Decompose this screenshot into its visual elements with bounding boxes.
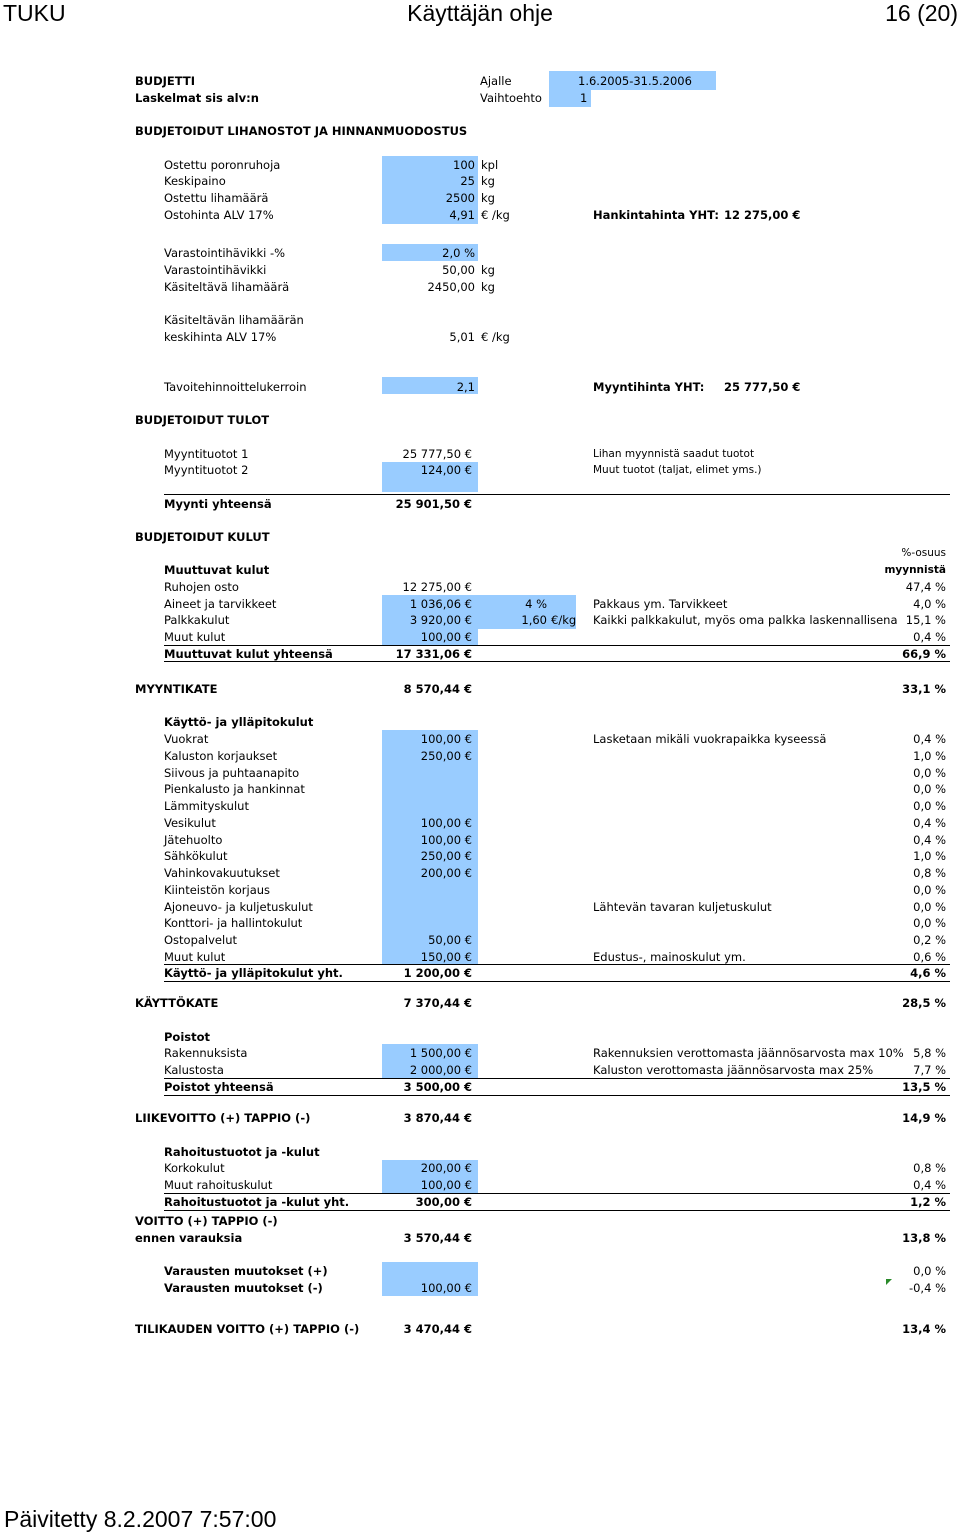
variable-total-label: Muuttuvat kulut yhteensä: [164, 647, 333, 661]
operating-cost-value[interactable]: 100,00 €: [420, 732, 472, 746]
period-label: Ajalle: [480, 74, 512, 88]
acquisition-total-value: 12 275,00 €: [724, 208, 801, 222]
income-total-rule: [164, 494, 950, 495]
operating-cost-pct: 0,4 %: [913, 832, 946, 847]
pre-reserve-pct: 13,8 %: [902, 1231, 946, 1245]
operating-cost-pct: 0,0 %: [913, 799, 946, 813]
operating-cost-label: Vuokrat: [164, 732, 209, 746]
operating-cost-pct: 0,0 %: [913, 782, 946, 797]
pre-reserve-label-2: ennen varauksia: [135, 1231, 243, 1245]
variable-cost-note: Kaikki palkkakulut, myös oma palkka laskennallisena: [593, 613, 898, 627]
variable-cost-value: 12 275,00 €: [402, 580, 472, 594]
operating-cost-label: Lämmityskulut: [164, 799, 249, 813]
operating-cost-pct: 0,0 %: [913, 916, 946, 931]
depreciation-label: Kalustosta: [164, 1063, 224, 1077]
reserve-pct: 0,0 %: [913, 1264, 946, 1278]
financing-title: Rahoitustuotot ja -kulut: [164, 1145, 320, 1159]
financing-pct: 0,8 %: [913, 1161, 946, 1175]
operating-cost-label: Vahinkovakuutukset: [164, 866, 280, 880]
purchase-unit: € /kg: [481, 208, 510, 222]
operating-cost-value[interactable]: 250,00 €: [420, 849, 472, 864]
operating-cost-label: Pienkalusto ja hankinnat: [164, 782, 305, 797]
income-title: BUDJETOIDUT TULOT: [135, 413, 270, 427]
purchase-value[interactable]: 100: [453, 158, 475, 172]
margin-value: 8 570,44 €: [403, 682, 472, 696]
operating-cost-pct: 0,2 %: [913, 933, 946, 947]
net-result-label: TILIKAUDEN VOITTO (+) TAPPIO (-): [135, 1322, 360, 1336]
operating-cost-pct: 0,0 %: [913, 899, 946, 914]
depreciation-value[interactable]: 2 000,00 €: [409, 1063, 472, 1077]
variable-cost-extra[interactable]: 4 %: [525, 597, 547, 611]
depreciation-pct: 5,8 %: [913, 1046, 946, 1060]
purchase-value[interactable]: 2500: [445, 191, 475, 205]
avg-price-value: 5,01: [449, 330, 475, 344]
financing-total-label: Rahoitustuotot ja -kulut yht.: [164, 1195, 350, 1209]
acquisition-total-label: Hankintahinta YHT:: [593, 208, 719, 222]
storage-unit: kg: [481, 263, 495, 277]
depreciation-title: Poistot: [164, 1030, 211, 1044]
depreciation-total-underline: [164, 1095, 950, 1096]
operating-cost-label: Jätehuolto: [164, 832, 223, 847]
operating-cost-label: Ostopalvelut: [164, 933, 238, 947]
financing-value[interactable]: 200,00 €: [420, 1161, 472, 1175]
variable-cost-note: Pakkaus ym. Tarvikkeet: [593, 597, 728, 611]
variable-costs-title: Muuttuvat kulut: [164, 563, 270, 577]
operating-cost-value[interactable]: 200,00 €: [420, 866, 472, 880]
variable-cost-label: Muut kulut: [164, 630, 226, 644]
operating-cost-label: Muut kulut: [164, 949, 226, 964]
operating-cost-note: Lähtevän tavaran kuljetuskulut: [593, 899, 772, 914]
financing-total-underline: [164, 1210, 950, 1211]
option-value[interactable]: 1: [580, 91, 588, 105]
pct-header-2: myynnistä: [884, 564, 946, 576]
variable-total-pct: 66,9 %: [902, 647, 946, 661]
operating-cost-label: Vesikulut: [164, 815, 216, 830]
option-label: Vaihtoehto: [480, 91, 542, 105]
variable-total-underline: [164, 661, 950, 662]
variable-cost-label: Palkkakulut: [164, 613, 230, 627]
operating-cost-pct: 1,0 %: [913, 748, 946, 763]
purchase-label: Ostettu lihamäärä: [164, 191, 269, 205]
variable-cost-pct: 0,4 %: [913, 630, 946, 644]
reserve-value[interactable]: 100,00 €: [420, 1281, 472, 1295]
net-result-value: 3 470,44 €: [403, 1322, 472, 1336]
reserve-label: Varausten muutokset (-): [164, 1281, 323, 1295]
sales-price-value: 25 777,50 €: [724, 380, 801, 394]
operating-cost-value[interactable]: 250,00 €: [420, 748, 472, 763]
purchases-title: BUDJETOIDUT LIHANOSTOT JA HINNANMUODOSTUS: [135, 124, 468, 138]
operating-cost-pct: 0,4 %: [913, 815, 946, 830]
footer-updated: Päivitetty 8.2.2007 7:57:00: [4, 1506, 277, 1532]
depreciation-label: Rakennuksista: [164, 1046, 248, 1060]
operating-cost-label: Konttori- ja hallintokulut: [164, 916, 303, 931]
storage-value[interactable]: 2,0 %: [442, 246, 475, 260]
financing-total-value: 300,00 €: [415, 1195, 472, 1209]
depreciation-note: Rakennuksien verottomasta jäännösarvosta max 10%: [593, 1046, 904, 1060]
variable-cost-label: Ruhojen osto: [164, 580, 239, 594]
variable-total-value: 17 331,06 €: [395, 647, 472, 661]
purchase-unit: kg: [481, 191, 495, 205]
depreciation-total-pct: 13,5 %: [902, 1080, 946, 1094]
variable-cost-value[interactable]: 100,00 €: [420, 630, 472, 644]
variable-cost-pct: 15,1 %: [905, 613, 946, 627]
period-value[interactable]: 1.6.2005-31.5.2006: [578, 74, 692, 88]
income-total-label: Myynti yhteensä: [164, 497, 272, 511]
depreciation-pct: 7,7 %: [913, 1063, 946, 1077]
financing-total-pct: 1,2 %: [910, 1195, 946, 1209]
variable-cost-label: Aineet ja tarvikkeet: [164, 597, 277, 611]
storage-unit: kg: [481, 280, 495, 294]
operating-cost-label: Siivous ja puhtaanapito: [164, 765, 300, 780]
operating-cost-value[interactable]: 100,00 €: [420, 815, 472, 830]
operating-total-underline: [164, 981, 950, 982]
operating-profit-pct: 14,9 %: [902, 1111, 946, 1125]
operating-cost-note: Edustus-, mainoskulut ym.: [593, 949, 746, 964]
variable-cost-pct: 47,4 %: [905, 580, 946, 594]
operating-total-label: Käyttö- ja ylläpitokulut yht.: [164, 966, 343, 980]
purchase-unit: kpl: [481, 158, 499, 172]
storage-label: Varastointihävikki: [164, 263, 267, 277]
variable-cost-pct: 4,0 %: [913, 597, 946, 611]
depreciation-value[interactable]: 1 500,00 €: [409, 1046, 472, 1060]
reserve-label: Varausten muutokset (+): [164, 1264, 328, 1278]
reserve-pct: -0,4 %: [908, 1281, 946, 1295]
sales-price-label: Myyntihinta YHT:: [593, 380, 705, 394]
income-value: 25 777,50 €: [402, 447, 472, 461]
avg-price-label-1: Käsiteltävän lihamäärän: [164, 313, 304, 327]
operating-cost-label: Kiinteistön korjaus: [164, 882, 271, 897]
operating-cost-label: Kaluston korjaukset: [164, 748, 278, 763]
variable-cost-extra-unit: €/kg: [551, 613, 577, 627]
header-title: Käyttäjän ohje: [407, 0, 553, 26]
comment-marker-icon[interactable]: [886, 1279, 892, 1285]
operating-cost-pct: 0,6 %: [913, 949, 946, 964]
storage-value: 50,00: [442, 263, 475, 277]
operating-margin-value: 7 370,44 €: [403, 996, 472, 1010]
operating-cost-label: Sähkökulut: [164, 849, 228, 864]
operating-cost-pct: 0,0 %: [913, 765, 946, 780]
financing-pct: 0,4 %: [913, 1178, 946, 1192]
costs-title: BUDJETOIDUT KULUT: [135, 530, 270, 544]
storage-label: Käsiteltävä lihamäärä: [164, 280, 290, 294]
operating-title: Käyttö- ja ylläpitokulut: [164, 715, 314, 729]
pct-header-1: %-osuus: [901, 547, 946, 559]
financing-label: Muut rahoituskulut: [164, 1178, 273, 1192]
variable-cost-value: 3 920,00 €: [409, 613, 472, 627]
income-value[interactable]: 124,00 €: [420, 463, 472, 477]
purchase-value[interactable]: 4,91: [449, 208, 475, 222]
operating-cost-pct: 0,0 %: [913, 882, 946, 897]
margin-label: MYYNTIKATE: [135, 682, 218, 696]
depreciation-note: Kaluston verottomasta jäännösarvosta max 25%: [593, 1063, 874, 1077]
purchase-value[interactable]: 25: [460, 174, 475, 188]
budget-subtitle: Laskelmat sis alv:n: [135, 91, 259, 105]
markup-value[interactable]: 2,1: [456, 380, 475, 394]
income-label: Myyntituotot 2: [164, 463, 249, 477]
operating-total-pct: 4,6 %: [910, 966, 946, 980]
operating-profit-label: LIIKEVOITTO (+) TAPPIO (-): [135, 1111, 311, 1125]
variable-cost-extra[interactable]: 1,60: [521, 613, 547, 627]
operating-margin-label: KÄYTTÖKATE: [135, 996, 219, 1010]
budget-title: BUDJETTI: [135, 74, 196, 88]
operating-margin-pct: 28,5 %: [902, 996, 946, 1010]
operating-cost-value[interactable]: 50,00 €: [428, 933, 472, 947]
purchase-label: Ostohinta ALV 17%: [164, 208, 274, 222]
header-left: TUKU: [3, 0, 66, 26]
avg-price-unit: € /kg: [481, 330, 510, 344]
income-label: Myyntituotot 1: [164, 447, 249, 461]
storage-label: Varastointihävikki -%: [164, 246, 286, 260]
markup-label: Tavoitehinnoittelukerroin: [164, 380, 307, 394]
financing-value[interactable]: 100,00 €: [420, 1178, 472, 1192]
purchase-unit: kg: [481, 174, 495, 188]
income-note: Lihan myynnistä saadut tuotot: [593, 448, 755, 460]
operating-cost-label: Ajoneuvo- ja kuljetuskulut: [164, 899, 313, 914]
operating-cost-pct: 0,4 %: [913, 732, 946, 746]
pre-reserve-value: 3 570,44 €: [403, 1231, 472, 1245]
storage-value: 2450,00: [427, 280, 475, 294]
operating-cost-pct: 0,8 %: [913, 866, 946, 880]
operating-cost-value[interactable]: 150,00 €: [420, 949, 472, 964]
operating-profit-value: 3 870,44 €: [403, 1111, 472, 1125]
header-page-number: 16 (20): [885, 0, 958, 26]
operating-cost-pct: 1,0 %: [913, 849, 946, 864]
purchase-label: Ostettu poronruhoja: [164, 158, 281, 172]
pre-reserve-label-1: VOITTO (+) TAPPIO (-): [135, 1214, 278, 1228]
margin-pct: 33,1 %: [902, 682, 946, 696]
variable-cost-value: 1 036,06 €: [409, 597, 472, 611]
income-total-value: 25 901,50 €: [395, 497, 472, 511]
financing-label: Korkokulut: [164, 1161, 225, 1175]
net-result-pct: 13,4 %: [902, 1322, 946, 1336]
income-note: Muut tuotot (taljat, elimet yms.): [593, 464, 762, 476]
operating-total-value: 1 200,00 €: [403, 966, 472, 980]
avg-price-label-2: keskihinta ALV 17%: [164, 330, 277, 344]
operating-cost-note: Lasketaan mikäli vuokrapaikka kyseessä: [593, 732, 827, 746]
depreciation-total-value: 3 500,00 €: [403, 1080, 472, 1094]
purchase-label: Keskipaino: [164, 174, 226, 188]
depreciation-total-label: Poistot yhteensä: [164, 1080, 274, 1094]
operating-cost-value[interactable]: 100,00 €: [420, 832, 472, 847]
